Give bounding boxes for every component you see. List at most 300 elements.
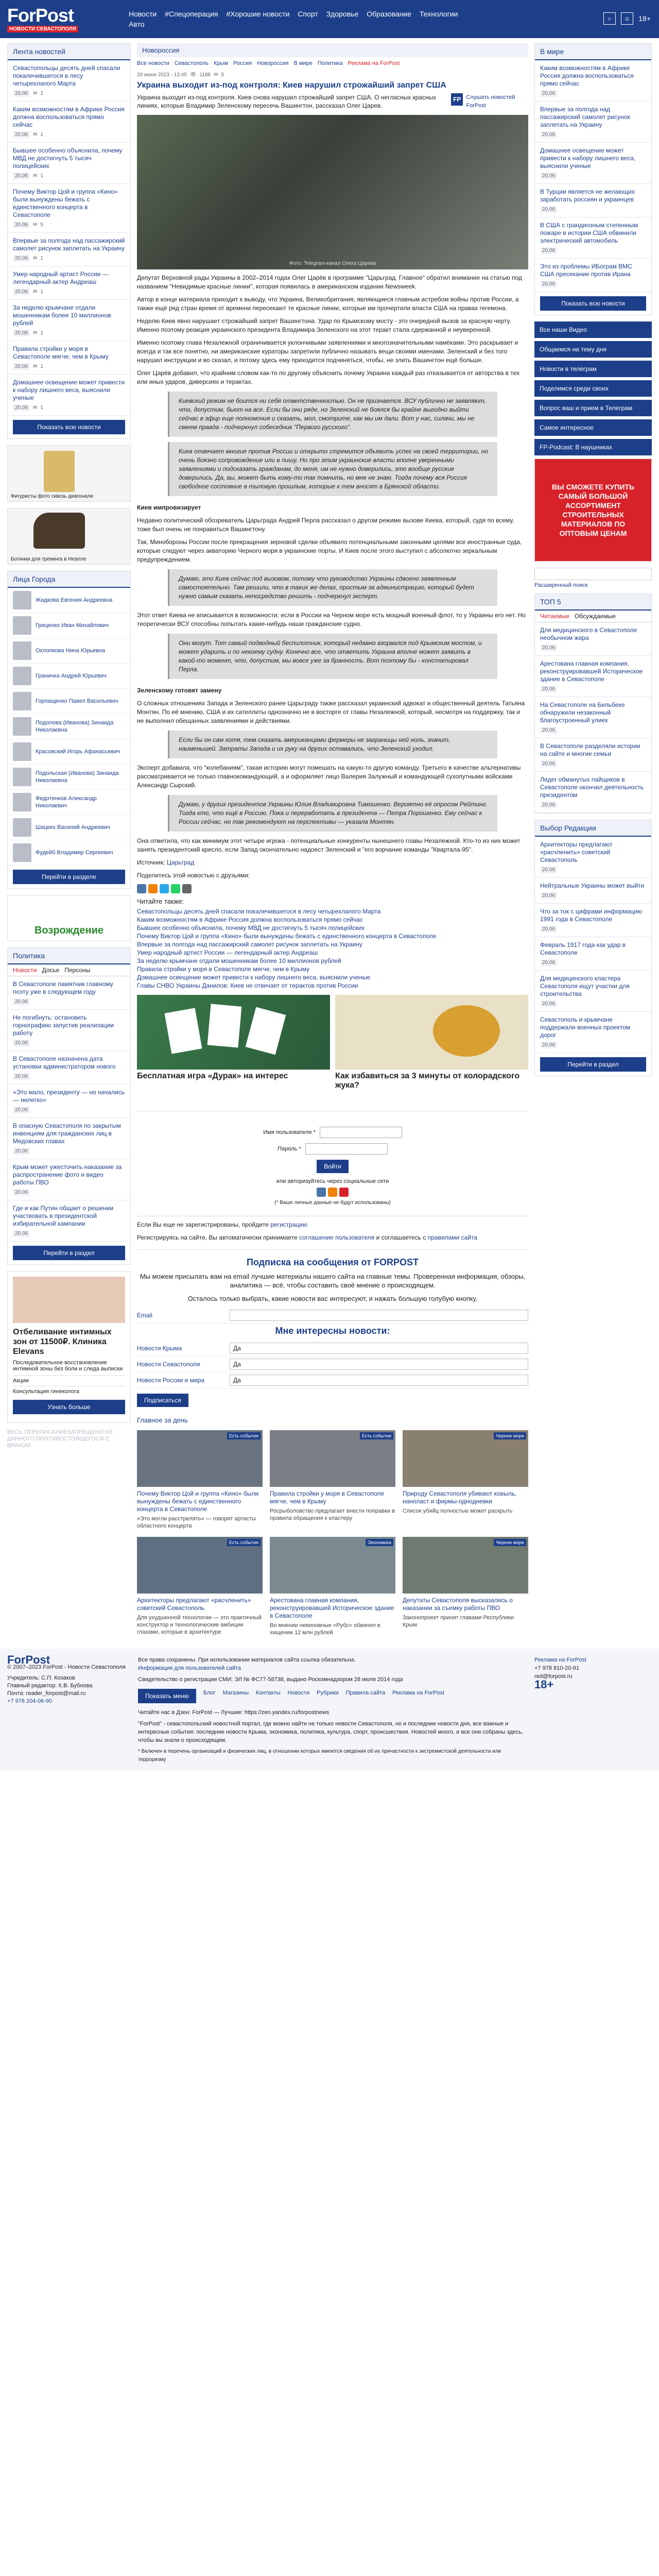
promo-card[interactable]	[137, 995, 330, 1090]
no-register	[137, 1221, 528, 1229]
social-link[interactable]: Поделимся среди своих	[534, 380, 652, 397]
news-link[interactable]: Где и как Путин общает о решении участвовать в президентской избирательной кампании	[13, 1205, 114, 1227]
news-link[interactable]: В США с грандиозным степенным пожаре в истории США обвинили электрический автомобиль	[540, 222, 638, 244]
day-card-title[interactable]: Арестована главная компания, реконструировавшей Историческое здание в Севастополе	[270, 1597, 394, 1619]
clinic-ad[interactable]	[7, 1271, 131, 1423]
news-feed-title: Лента новостей	[8, 44, 130, 60]
footer-phone[interactable]: +7 978 204-06-90	[7, 1698, 53, 1704]
news-date: 20.06	[13, 998, 30, 1005]
breadcrumb-item[interactable]: В мире	[293, 60, 313, 66]
avatar	[13, 641, 31, 660]
footer-nav-item[interactable]: Магазины	[222, 1690, 249, 1696]
interest-select[interactable]: Да	[230, 1375, 528, 1386]
footer-right	[534, 1656, 652, 1764]
news-date: 20.06	[13, 1073, 30, 1080]
nav-item[interactable]: Технологии	[420, 10, 458, 18]
person-name[interactable]: Гриценко Иван Михайлович	[36, 622, 109, 629]
day-card[interactable]	[403, 1537, 528, 1636]
source-label: Источник:	[137, 859, 165, 866]
footer-menu-button[interactable]: Показать меню	[138, 1689, 196, 1703]
news-meta	[540, 867, 646, 873]
list-item[interactable]	[535, 697, 651, 738]
footer-nav-item[interactable]: Контакты	[256, 1690, 281, 1696]
politics-title: Политика	[8, 948, 130, 964]
footer-nav-item[interactable]: Реклама на ForPost	[392, 1690, 445, 1696]
list-item[interactable]	[8, 300, 130, 341]
list-item[interactable]	[8, 1200, 130, 1242]
day-card-title[interactable]: Правила стройки у моря в Севастополе мягче, чем в Крыму	[270, 1490, 385, 1505]
person-item[interactable]	[8, 689, 130, 714]
person-name[interactable]: Шацких Василий Андреевич	[36, 824, 110, 831]
subscribe-text-2: Осталось только выбрать, какие новости вас интересуют, и нажать большую голубую кнопку.	[187, 1295, 478, 1302]
footer-copy: © 2007–2023 ForPost - Новости Севастополя	[7, 1664, 126, 1670]
footer-adv[interactable]: Реклама на ForPost	[534, 1657, 586, 1663]
building-ad[interactable]	[534, 459, 652, 562]
ok-icon[interactable]	[148, 884, 158, 893]
clinic-button[interactable]: Узнать больше	[13, 1400, 125, 1414]
breadcrumb-item[interactable]: Политика	[317, 60, 343, 66]
footer-rights: Все права сохранены. При использовании материалов сайта ссылка обязательна.	[138, 1657, 356, 1663]
user-agreement-link[interactable]: соглашение пользователя	[299, 1234, 375, 1241]
footer-nav-item[interactable]: Новости	[287, 1690, 310, 1696]
tab-dossier[interactable]: Досье	[42, 967, 60, 974]
read-also-link[interactable]: Впервые за полгода над пассажирский самолет рисунок заплетать на Украину	[137, 941, 362, 948]
article-title: Украина выходит из-под контроля: Киев нарушил строжайший запрет США	[137, 81, 446, 90]
agree-mid: и соглашаетесь с	[376, 1234, 426, 1241]
person-name[interactable]: Жидкова Евгения Андреевна	[36, 597, 113, 603]
day-card-image	[403, 1430, 528, 1487]
list-item[interactable]	[535, 60, 651, 101]
ad-caption: Фигуристы фото сквозь диагонали	[11, 494, 93, 499]
interest-row	[137, 1372, 528, 1388]
quote: Киевский режим не боится ни себя ответственностью. Он не признается. ВСУ публично не заявляют, что, допустим, бьют на все. Если бы они ряде, но Зеленский не боялся бы крайне выгодно выйти сейчас в эфир еще полномочия и сказать, мол, смотрите, как мы им дали. Вот у нас, силачи, мы не смеем правда - подчеркнул собеседник "Первого русского".	[168, 392, 497, 437]
quote: Они могут. Тот самый подводный беспилотник, который недавно взорвался под Крымским мостом, и может ударить и по некоему судну. Конечно все, что ответить Украина вполне может заявить в какой-то момент, что, допустим, мы вовсе уже за бранность. Вот поэтому бы - констатировал Перла.	[168, 634, 497, 679]
avatar	[13, 843, 31, 862]
interest-select[interactable]: Да	[230, 1359, 528, 1370]
day-card-image	[403, 1537, 528, 1594]
world-all-button[interactable]: Показать всю новости	[540, 296, 646, 311]
day-card-summary: Список убийц полностью может раскрыть	[403, 1508, 513, 1514]
day-title: Главное за день	[137, 1416, 188, 1424]
article-photo	[137, 115, 528, 269]
nav-item[interactable]: Спорт	[298, 10, 318, 18]
news-link[interactable]: Для медицинского кластера Севастополя ищут участки для строительства	[540, 975, 630, 997]
nav-item[interactable]: Авто	[129, 20, 145, 28]
read-also-link[interactable]: Бывшее особенно объяснила, почему МВД не достигнуть 5 тысяч полицейских	[137, 924, 365, 931]
lead-text: Украина выходит из-под контроля. Киев снова нарушил строжайший запрет США. О негласных красных линиях, которые Владимир Зеленскому пересечь Вашингтон, рассказал Олег Царев.	[137, 94, 437, 109]
clinic-item[interactable]: Акции	[13, 1375, 125, 1386]
person-item[interactable]	[8, 790, 130, 815]
yandex-login-icon[interactable]	[339, 1188, 349, 1197]
nav-item[interactable]: Образование	[367, 10, 412, 18]
list-item[interactable]	[535, 184, 651, 217]
read-also-link[interactable]: Главы СНВО Украины Данилов: Киев не отвечает от терактов против России	[137, 982, 358, 989]
person-name[interactable]: Фудейб Владимир Сергеевич	[36, 850, 113, 856]
news-meta	[13, 173, 125, 179]
person-name[interactable]: Федотенков Александр Николаевич	[36, 795, 97, 809]
footer-license: Свидетельство о регистрации СМИ: ЭЛ № ФС77-58738, выдано Роскомнадзором 28 июля 2014 года	[138, 1676, 403, 1683]
list-item[interactable]	[8, 1084, 130, 1118]
news-link[interactable]: Впервые за полгода над пассажирский самолет рисунок заплетать на Украину	[13, 237, 125, 252]
person-name[interactable]: Граничка Андрей Юрьевич	[36, 673, 107, 679]
list-item[interactable]	[535, 738, 651, 772]
news-link[interactable]: Бывшее особенно объяснила, почему МВД не достигнуть 5 тысяч полицейских	[13, 147, 123, 170]
login-form	[137, 1111, 528, 1216]
social-link[interactable]: FP-Podcast: В наушниках	[534, 439, 652, 455]
quote: Если бы он сам хотя, тем сказать американцами фермеры не заграницы ней ноль, значит, наименьшей. Затраты Запада и их руку на других оставались, что Зеленский уходил.	[168, 731, 497, 758]
share-buttons	[137, 884, 528, 893]
news-meta	[13, 1040, 125, 1046]
telegram-icon[interactable]	[160, 884, 169, 893]
list-item[interactable]	[8, 101, 130, 143]
news-link[interactable]: За неделю крымчане отдали мошенникам более 10 миллионов рублей	[13, 304, 111, 327]
footer-rights-link[interactable]: Информация для пользователей сайта	[138, 1665, 241, 1671]
list-item[interactable]	[535, 937, 651, 971]
news-link[interactable]: В опасную Севастополя по закрытым инвенциям для гражданских лиц в Медовских главах	[13, 1122, 121, 1145]
clinic-item[interactable]: Консультация гинеколога	[13, 1386, 125, 1397]
day-card-summary: Законопроект принят главами Республики Крым	[403, 1615, 514, 1628]
day-card-title[interactable]: Депутаты Севастополя высказались о наказании за съемку работы ПВО	[403, 1597, 513, 1612]
subscribe-title: Подписка на сообщения от FORPOST	[246, 1257, 419, 1267]
email-row	[137, 1308, 528, 1324]
paragraph: Именно поэтому глава Незалежной ограничивается уклончивыми заявлениями и многозначительными намёками. Это раскрывает и всегда и так все понятно, ни американские кураторы запретили публично называть вещи своими именами. Зеленский и без того нарушил инструкции и во сказал, и потому здесь ему приходится подчиняться, чтобы, не злить Вашингтон ещё больше.	[137, 339, 518, 364]
article-meta	[137, 72, 528, 78]
paragraph: Олег Царёв добавил, что крайним словом как-то по другому объяснить почему Украина каждый раз отказывается от авторства в тех или иных ударов, диверсиях и терактах.	[137, 369, 520, 385]
listen-link: Слушать новостей ForPost	[466, 94, 515, 109]
news-date: 20.06	[13, 90, 30, 97]
news-meta	[540, 173, 646, 179]
list-item[interactable]	[535, 837, 651, 878]
top-block	[534, 594, 652, 814]
read-also-title: Читайте также:	[137, 897, 184, 905]
read-also-link[interactable]: За неделю крымчане отдали мошенникам более 10 миллионов рублей	[137, 957, 341, 964]
list-item[interactable]	[8, 184, 130, 233]
day-card-summary: Во мнении невиновные «Рубс» обвинял в хищении 12 млн рублей	[270, 1622, 380, 1636]
list-item[interactable]	[535, 1012, 651, 1053]
ad-block[interactable]	[7, 445, 131, 502]
read-also-link[interactable]: Умер народный артист России — легендарный актер Андреаш	[137, 949, 318, 956]
comment-icon: ✉	[33, 91, 38, 96]
source-link[interactable]: Царьград	[166, 859, 195, 866]
comment-icon: ✉	[33, 222, 38, 228]
all-news-button[interactable]: Показать всю новости	[13, 420, 125, 434]
news-meta	[540, 645, 646, 651]
news-meta	[540, 760, 646, 767]
news-link[interactable]: Домашнее освещение может привести к набору лишнего веса, выяснили ученые	[540, 147, 636, 170]
article-lead	[137, 93, 528, 110]
editor-title: Выбор Редакции	[535, 820, 651, 837]
news-link[interactable]: Севастопольцы десять дней спасали покалечившегося в лесу четырехлапого Марта	[13, 64, 120, 87]
no-register-text: Если Вы еще не зарегистрированы, пройдите	[137, 1221, 269, 1228]
news-date: 20.06	[540, 1042, 557, 1048]
news-link[interactable]: Севастополь и крымчане поддержали военных проектом дорог	[540, 1016, 630, 1039]
news-meta	[13, 90, 125, 97]
paragraph: Неделю Киев явно нарушает строжайший запрет Вашингтона. Удар по Крымскому мосту - это очередной вызов за красную черту. Именно поэтому реакция украинского президента Владимира Зеленского на этот теракт стала сдержанной и неуверенной.	[137, 317, 511, 333]
news-link[interactable]: Что за ток с цифрами информацию 1991 года в Севастополе	[540, 908, 642, 923]
day-card-badge: Черное море	[494, 1539, 526, 1546]
header-tools	[603, 12, 651, 25]
news-date: 20.06	[540, 281, 557, 287]
day-card[interactable]	[403, 1430, 528, 1530]
photo-caption: Фото: Telegram-канал Олега Царева	[289, 261, 376, 266]
comment-count: 1	[40, 405, 43, 411]
news-link[interactable]: Февраль 1917 года как удар в Севастополе	[540, 941, 626, 956]
social-login-text: или авторизуйтесь через социальные сети	[276, 1178, 389, 1184]
tab-persons[interactable]: Персоны	[64, 967, 91, 974]
promo-card[interactable]	[335, 995, 528, 1090]
breadcrumb-item[interactable]: Новороссия	[257, 60, 289, 66]
article-date: 20 июня 2023 - 13:45	[137, 72, 187, 78]
list-item[interactable]	[8, 976, 130, 1010]
day-card[interactable]	[137, 1430, 263, 1530]
news-meta	[13, 1073, 125, 1080]
news-link[interactable]: Арестована главная компания, реконструировавшей Историческое здание в Севастополе	[540, 660, 643, 683]
news-link[interactable]: Почему Виктор Цой и группа «Кино» были вынуждены бежать с единственного концерта в Севастополе	[13, 188, 118, 218]
news-link[interactable]: В Севастополе назначена дата установки администратором нового	[13, 1055, 116, 1070]
person-name[interactable]: Подолова (Иванова) Зинаида Николаевна	[36, 720, 114, 733]
whatsapp-icon[interactable]	[171, 884, 180, 893]
comment-icon: ✉	[33, 132, 38, 138]
person-item[interactable]	[8, 840, 130, 866]
comment-count: 1	[40, 132, 43, 138]
social-link[interactable]: Новости в телеграм	[534, 361, 652, 377]
news-link[interactable]: Лидеr обманутых пайщиков в Севастополе окончил деятельность президентом	[540, 776, 644, 799]
list-item[interactable]	[535, 878, 651, 904]
news-meta	[540, 1001, 646, 1007]
listen-block[interactable]	[451, 93, 528, 110]
list-item[interactable]	[535, 217, 651, 259]
list-item[interactable]	[8, 1159, 130, 1200]
list-item[interactable]	[535, 971, 651, 1012]
news-meta	[540, 131, 646, 138]
day-card[interactable]	[270, 1537, 395, 1636]
news-link[interactable]: В Турции является не желающих заработать россиян и украинцев	[540, 188, 635, 203]
list-item[interactable]	[8, 266, 130, 300]
person-item[interactable]	[8, 613, 130, 638]
top-title: ТОП 5	[535, 594, 651, 611]
news-meta	[540, 90, 646, 97]
news-date: 20.06	[540, 131, 557, 138]
person-name[interactable]: Горлащенко Павел Васильевич	[36, 698, 118, 704]
read-also-link[interactable]: Каким возможностям в Африке Россия должна воспользоваться прямо сейчас	[137, 916, 363, 923]
news-link[interactable]: Нейтральные Украины может выйти	[540, 882, 645, 889]
breadcrumb-item[interactable]: Реклама на ForPost	[348, 60, 400, 66]
news-link[interactable]: Впервые за полгода над пассажирский самолет рисунок заплетать на Украину	[540, 106, 630, 128]
list-item[interactable]	[535, 259, 651, 292]
comment-icon: ✉	[33, 330, 38, 336]
breadcrumb-item[interactable]: Крым	[214, 60, 229, 66]
day-card-image	[270, 1537, 395, 1594]
list-item[interactable]	[535, 101, 651, 143]
news-date: 20.06	[13, 289, 30, 295]
login-input[interactable]	[320, 1127, 402, 1138]
news-meta	[13, 131, 125, 138]
comment-count: 1	[40, 364, 43, 369]
logo[interactable]: ForPost НОВОСТИ СЕВАСТОПОЛЯ	[7, 6, 126, 32]
share-label: Поделитесь этой новостью с друзьями:	[137, 872, 250, 879]
day-card-title[interactable]: Природу Севастополя убивают ковыль, наноласт и фирмы-однодневки	[403, 1490, 517, 1505]
password-input[interactable]	[305, 1143, 388, 1155]
comment-icon: ✉	[33, 405, 38, 411]
news-link[interactable]: Для медицинского в Севастополе необычном жара	[540, 626, 637, 641]
news-link[interactable]: Крым может ужесточить наказание за распространение фото и видео работы ПВО	[13, 1163, 122, 1186]
news-link[interactable]: В Севастополе памятник главному поэту уже в следующем году	[13, 980, 113, 995]
news-meta	[540, 1042, 646, 1048]
editor-button[interactable]: Перейти в раздел	[540, 1057, 646, 1072]
interest-label: Новости России и мира	[137, 1377, 205, 1384]
social-link[interactable]: Самое интересное	[534, 419, 652, 436]
news-link[interactable]: В Севастополе разделяли истории на сайте и многие семьи	[540, 742, 640, 757]
comment-icon: ✉	[33, 256, 38, 261]
person-name[interactable]: Подольская (Иванова) Зинаида Николаевна	[36, 770, 119, 784]
search-icon[interactable]: ⌕	[603, 12, 616, 25]
password-row	[137, 1143, 528, 1155]
social-link[interactable]: Все наши Видео	[534, 321, 652, 338]
day-card-summary: Росрыболовство предлагает внести поправки в правила обращения к кластеру	[270, 1508, 395, 1521]
footer-mail[interactable]: red@forpost.ru	[534, 1673, 573, 1680]
news-link[interactable]: Каким возможностям в Африке Россия должна воспользоваться прямо сейчас	[13, 106, 125, 128]
person-item[interactable]	[8, 714, 130, 739]
news-link[interactable]: Правила стройки у моря в Севастополе мягче, чем в Крыму	[13, 345, 109, 360]
section-title: Новороссия	[137, 43, 528, 57]
news-link[interactable]: Это из проблемы ИБограм ВМС США пресекание против Ирана	[540, 263, 632, 278]
day-card-title[interactable]: Почему Виктор Цой и группа «Кино» были вынуждены бежать с единственного концерта в Севастополе	[137, 1490, 259, 1513]
person-item[interactable]	[8, 815, 130, 840]
login-button[interactable]: Войти	[317, 1160, 349, 1173]
revival-text: Возрождение	[34, 925, 103, 936]
list-item[interactable]	[535, 656, 651, 697]
comment-count: 2	[40, 91, 43, 96]
person-item[interactable]	[8, 739, 130, 765]
list-item[interactable]	[535, 622, 651, 656]
nav-item[interactable]: Здоровье	[326, 10, 359, 18]
news-link[interactable]: На Севастополе на Бельбеке обнаружили незаконный благоустроенный улиех	[540, 701, 625, 724]
list-item[interactable]	[8, 375, 130, 416]
day-card-summary: «Это могли расстрелять» — говорят артисты областного концерта	[137, 1516, 256, 1529]
list-item[interactable]	[535, 904, 651, 937]
news-link[interactable]: Умер народный артист России — легендарный актер Андреаш	[13, 270, 109, 285]
breadcrumb-item[interactable]: Россия	[233, 60, 252, 66]
footer-phone-2[interactable]: +7 978 810-20-91	[534, 1665, 580, 1671]
user-icon[interactable]: ☺	[621, 12, 633, 25]
list-item[interactable]	[535, 143, 651, 184]
avatar	[13, 818, 31, 837]
news-meta	[540, 892, 646, 899]
person-name[interactable]: Охлопкова Нина Юрьевна	[36, 648, 105, 654]
person-name[interactable]: Красовский Игорь Афанасьевич	[36, 749, 120, 755]
comment-icon: ✉	[33, 173, 38, 179]
news-link[interactable]: Домашнее освещение может привести к набору лишнего веса, выяснили ученые	[13, 379, 125, 401]
footer-desc: "ForPost" - севастопольский новостной портал, где можно найти не только новости Севастополя, но и последние новости дня, все важные и интересные события: последние новости Крыма, экономика, политика, культура, спорт, происшествия. Новостей много, и все они собраны здесь, чтобы вы знали о происходящем.	[138, 1721, 524, 1743]
vk-icon[interactable]	[137, 884, 146, 893]
nav-item[interactable]: #Спецоперация	[165, 10, 218, 18]
disclaimer: ВЕСЬ ПЕРЕПИСАНИЕЗАПРЕЩЕНО ИЗ ДАННОГО ПРОТИВОСТОЯЩЕГОСЯ С ВРАЧОМ	[7, 1429, 113, 1449]
agree-line	[137, 1233, 528, 1242]
news-meta	[13, 404, 125, 411]
news-date: 20.06	[540, 867, 557, 873]
day-card[interactable]	[137, 1537, 263, 1636]
revival-banner[interactable]	[7, 895, 131, 941]
breadcrumb-item[interactable]: Все новости	[137, 60, 169, 66]
list-item[interactable]	[8, 60, 130, 101]
list-item[interactable]	[535, 772, 651, 813]
mail-icon[interactable]	[182, 884, 192, 893]
list-item[interactable]	[8, 1118, 130, 1159]
read-also-link[interactable]: Правила стройки у моря в Севастополе мягче, чем в Крыму	[137, 965, 310, 973]
news-link[interactable]: Каким возможностям в Африке Россия должна воспользоваться прямо сейчас	[540, 64, 634, 87]
list-item[interactable]	[8, 1010, 130, 1051]
news-date: 20.06	[13, 1107, 30, 1113]
tab-news[interactable]: Новости	[13, 967, 37, 974]
comment-icon: ✉	[33, 364, 38, 369]
breadcrumb-item[interactable]: Севастополь	[174, 60, 209, 66]
ad-block-2[interactable]	[7, 508, 131, 565]
nav-item[interactable]: Новости	[129, 10, 157, 18]
subscribe-block	[137, 1249, 528, 1407]
person-item[interactable]	[8, 638, 130, 664]
news-date: 20.06	[13, 1230, 30, 1237]
day-card-badge: Есть события	[360, 1432, 393, 1439]
right-column	[534, 43, 652, 1636]
email-field[interactable]	[230, 1310, 528, 1321]
footer-logo[interactable]: ForPost	[7, 1653, 50, 1666]
person-item[interactable]	[8, 588, 130, 613]
login-row	[137, 1127, 528, 1138]
news-link[interactable]: Архитекторы предлагают «расчленить» советский Севастополь	[540, 841, 613, 863]
news-date: 20.06	[540, 802, 557, 808]
ok-login-icon[interactable]	[328, 1188, 337, 1197]
list-item[interactable]	[8, 143, 130, 184]
day-grid	[137, 1430, 528, 1636]
day-card-image	[137, 1430, 263, 1487]
rules-link[interactable]: правилами сайта	[427, 1234, 478, 1241]
building-ad-text: ВЫ СМОЖЕТЕ КУПИТЬ САМЫЙ БОЛЬШОЙ АССОРТИМЕНТ СТРОИТЕЛЬНЫХ МАТЕРИАЛОВ ПО ОПТОВЫМ ЦЕНАМ	[551, 483, 635, 537]
person-item[interactable]	[8, 765, 130, 790]
list-item[interactable]	[8, 233, 130, 266]
list-item[interactable]	[8, 1051, 130, 1084]
social-link[interactable]: Вопрос ваш и прием в Телеграм	[534, 400, 652, 416]
footer-nav-item[interactable]: Блог	[203, 1690, 216, 1696]
news-meta	[540, 959, 646, 966]
nav-item[interactable]: #Хорошие новости	[226, 10, 290, 18]
vk-login-icon[interactable]	[317, 1188, 326, 1197]
list-item[interactable]	[8, 341, 130, 375]
person-item[interactable]	[8, 664, 130, 689]
read-also-link[interactable]: Домашнее освещение может привести к набору лишнего веса, выяснили ученые	[137, 974, 371, 981]
subscribe-button[interactable]: Подписаться	[137, 1394, 188, 1407]
advanced-search-link[interactable]: Расширенный поиск	[534, 582, 588, 588]
news-link[interactable]: Не погибнуть: остановить горнографию запустив реализации работу	[13, 1014, 114, 1037]
footer-nav-item[interactable]: Правила сайта	[345, 1690, 386, 1696]
search-input[interactable]	[534, 568, 652, 580]
social-link[interactable]: Общаемся на тему дня	[534, 341, 652, 358]
day-card-title[interactable]: Архитекторы предлагают «расчленить» советский Севастополь	[137, 1597, 251, 1612]
news-link[interactable]: «Это мало, президенту — но начались — нелегко»	[13, 1089, 125, 1104]
news-date: 20.06	[540, 247, 557, 254]
news-date: 20.06	[13, 222, 30, 228]
read-also-link[interactable]: Севастопольцы десять дней спасали покалечившегося в лесу четырехлапого Марта	[137, 908, 381, 915]
persons-button[interactable]: Перейти в разделе	[13, 870, 125, 884]
read-also-link[interactable]: Почему Виктор Цой и группа «Кино» были вынуждены бежать с единственного концерта в Севастополе	[137, 933, 437, 940]
footer-nav-item[interactable]: Рубрики	[317, 1690, 339, 1696]
tab-read[interactable]: Читаемые	[540, 613, 569, 620]
day-card[interactable]	[270, 1430, 395, 1530]
agree-text: Регистрируясь на сайте, Вы автоматически принимаете	[137, 1234, 298, 1241]
politics-button[interactable]: Перейти в раздел	[13, 1246, 125, 1260]
interest-select[interactable]: Да	[230, 1343, 528, 1354]
tab-discussed[interactable]: Обсуждаемые	[574, 613, 616, 620]
register-link[interactable]: регистрацию	[270, 1221, 308, 1228]
